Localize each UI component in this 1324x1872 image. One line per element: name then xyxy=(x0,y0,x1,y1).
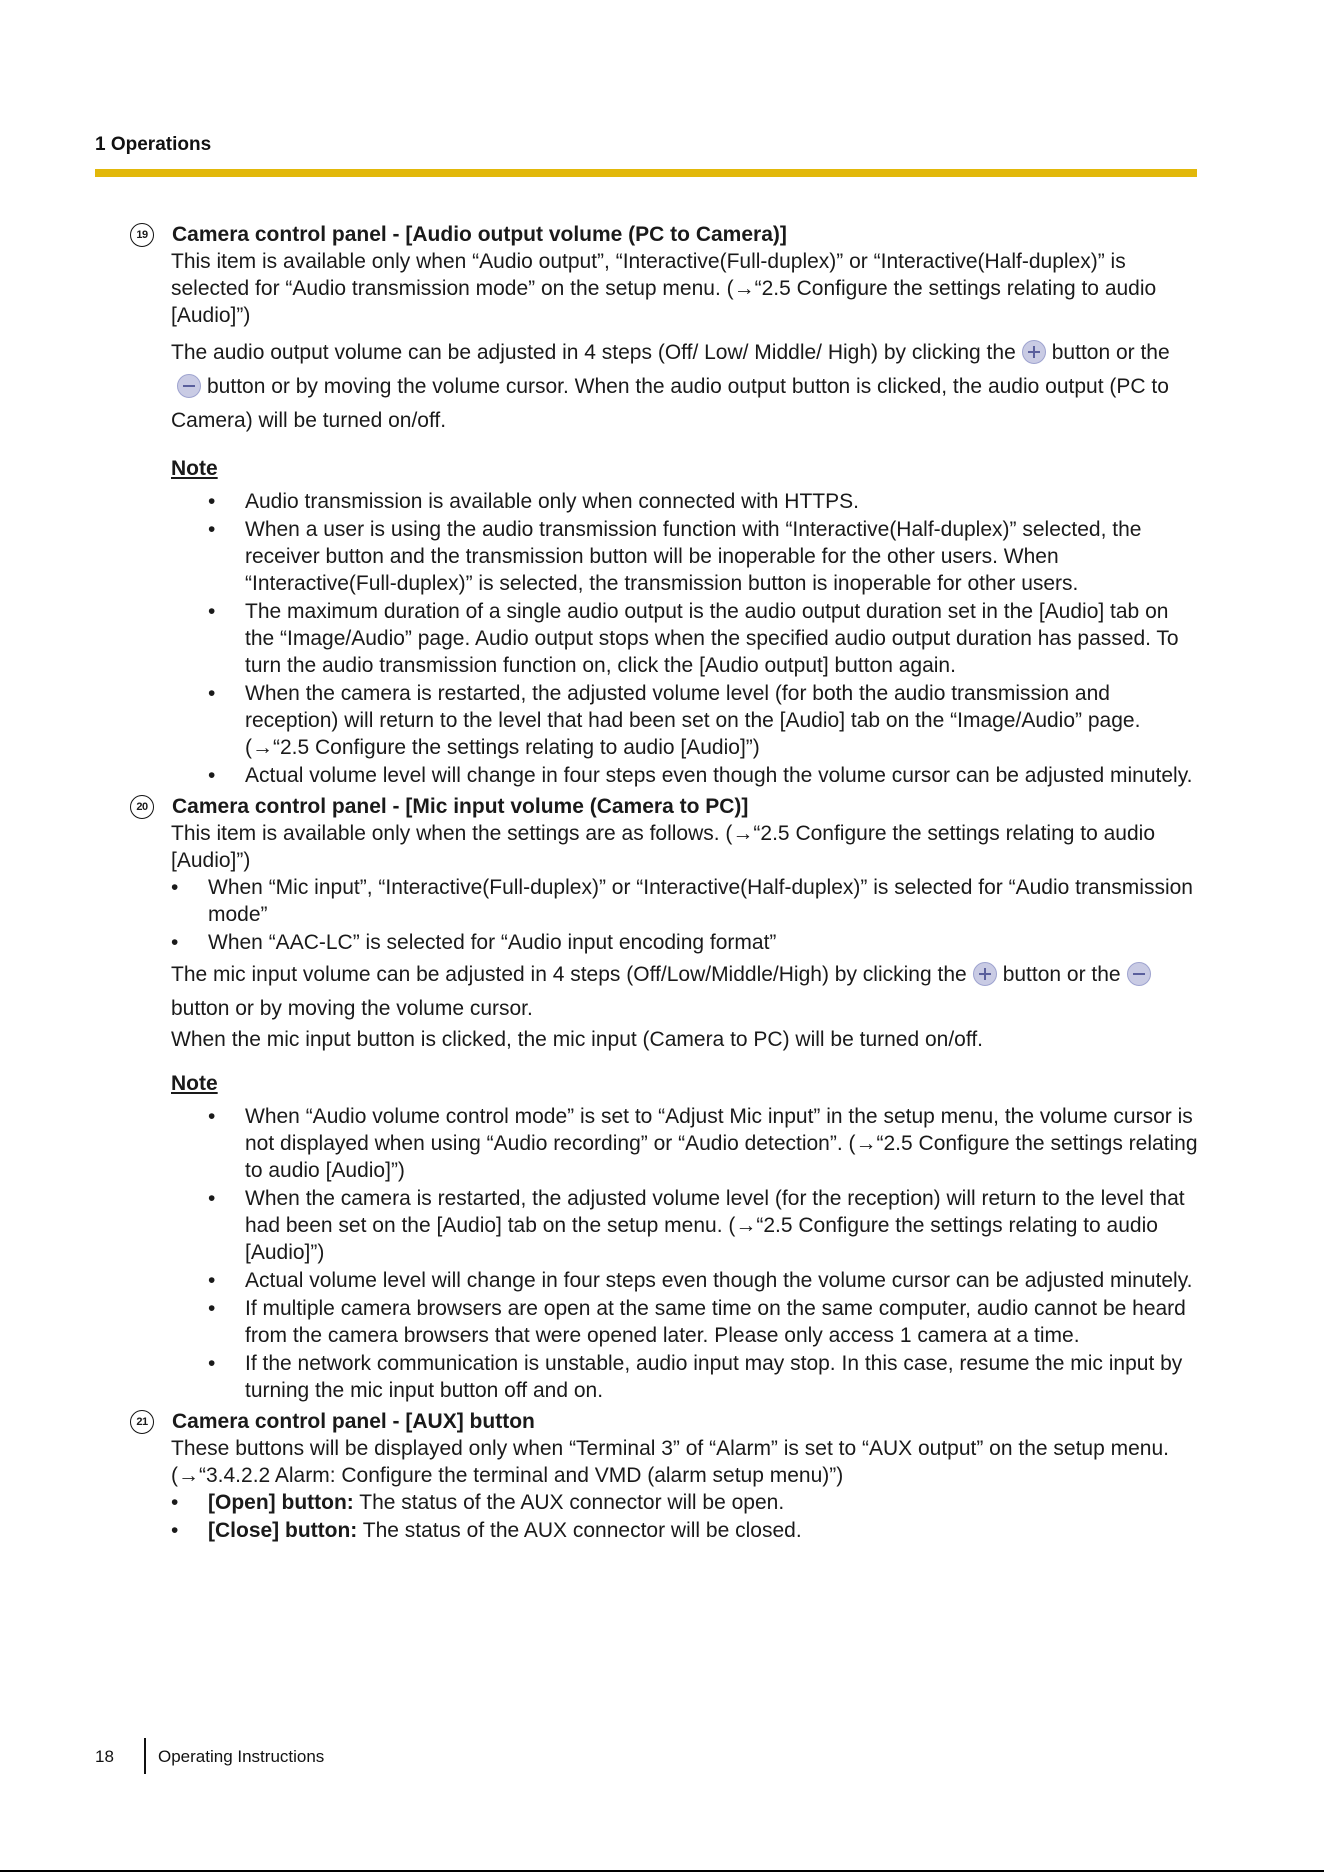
text: button or by moving the volume cursor. When the audio output button is clicked, the audio output (PC to Camera) will be turned on/off. xyxy=(171,375,1169,432)
circled-number: 21 xyxy=(130,1410,154,1434)
footer-divider xyxy=(144,1738,146,1774)
paragraph: This item is available only when the settings are as follows. (→“2.5 Configure the settings relating to audio [Audio]”) xyxy=(171,822,1156,872)
paragraph xyxy=(171,958,1202,1026)
list-item: • When the camera is restarted, the adjusted volume level (for both the audio transmission and reception) will return to the level that had been set on the [Audio] tab on the “Image/Audio” page. (→“2.5 Configure the settings relating to audio [Audio]”) xyxy=(208,680,1202,761)
list-item: • When “Audio volume control mode” is set to “Adjust Mic input” in the setup menu, the volume cursor is not displayed when using “Audio recording” or “Audio detection”. (→“2.5 Configure the settings relating to audio [Audio]”) xyxy=(208,1103,1202,1184)
plus-circle-icon xyxy=(973,962,997,986)
list-item: • Actual volume level will change in four steps even though the volume cursor can be adjusted minutely. xyxy=(208,762,1202,789)
text: The mic input volume can be adjusted in 4 steps (Off/Low/Middle/High) by clicking the xyxy=(171,963,967,986)
paragraph xyxy=(171,336,1202,438)
page-number: 18 xyxy=(95,1747,114,1766)
section-body xyxy=(171,248,1202,789)
section-heading xyxy=(130,221,1202,248)
section-title: Camera control panel - [Mic input volume (Camera to PC)] xyxy=(172,795,749,818)
plus-circle-icon xyxy=(1022,340,1046,364)
section-21 xyxy=(130,1408,1202,1544)
paragraph: When the mic input button is clicked, the mic input (Camera to PC) will be turned on/off. xyxy=(171,1028,983,1051)
minus-circle-icon xyxy=(1127,962,1151,986)
paragraph: This item is available only when “Audio output”, “Interactive(Full-duplex)” or “Interactive(Half-duplex)” is selected for “Audio transmission mode” on the setup menu. (→“2.5 Configure the settings relating to audio [Audio]”) xyxy=(171,250,1157,327)
note-list xyxy=(208,1103,1202,1404)
text: button or by moving the volume cursor. xyxy=(171,997,533,1020)
term: [Open] button: xyxy=(208,1491,354,1514)
list-item: • The maximum duration of a single audio output is the audio output duration set in the [Audio] tab on the “Image/Audio” page. Audio output stops when the specified audio output duration has passed. To turn the audio transmission function on, click the [Audio output] button again. xyxy=(208,598,1202,679)
chapter-heading: 1 Operations xyxy=(95,134,212,155)
section-19 xyxy=(130,221,1202,789)
list-item xyxy=(171,1517,1202,1544)
circled-number: 19 xyxy=(130,223,154,247)
footer-title: Operating Instructions xyxy=(158,1747,325,1766)
header-rule xyxy=(95,169,1197,177)
list-item: • When “AAC-LC” is selected for “Audio input encoding format” xyxy=(171,929,1202,956)
text: The audio output volume can be adjusted in 4 steps (Off/ Low/ Middle/ High) by clicking the xyxy=(171,341,1016,364)
description: The status of the AUX connector will be closed. xyxy=(357,1519,802,1542)
list-item: • When a user is using the audio transmission function with “Interactive(Half-duplex)” selected, the receiver button and the transmission button will be inoperable for the other users. When “Interactive(Full-duplex)” is selected, the transmission button is inoperable for other users. xyxy=(208,516,1202,597)
paragraph: These buttons will be displayed only when “Terminal 3” of “Alarm” is set to “AUX output” on the setup menu. (→“3.4.2.2 Alarm: Configure the terminal and VMD (alarm setup menu)”) xyxy=(171,1437,1169,1487)
condition-list xyxy=(171,874,1202,956)
page-content xyxy=(130,221,1202,1545)
section-body xyxy=(171,1435,1202,1544)
text: button or the xyxy=(1002,963,1121,986)
note-label: Note xyxy=(171,457,218,480)
note-list xyxy=(208,488,1202,789)
circled-number: 20 xyxy=(130,795,154,819)
note-label: Note xyxy=(171,1072,218,1095)
description: The status of the AUX connector will be open. xyxy=(353,1491,785,1514)
list-item: • Actual volume level will change in four steps even though the volume cursor can be adjusted minutely. xyxy=(208,1267,1202,1294)
list-item: • If multiple camera browsers are open at the same time on the same computer, audio cannot be heard from the camera browsers that were opened later. Please only access 1 camera at a time. xyxy=(208,1295,1202,1349)
minus-circle-icon xyxy=(177,374,201,398)
text: button or the xyxy=(1051,341,1170,364)
section-20 xyxy=(130,793,1202,1404)
section-title: Camera control panel - [Audio output volume (PC to Camera)] xyxy=(172,223,787,246)
section-body xyxy=(171,820,1202,1404)
button-list xyxy=(171,1489,1202,1544)
section-heading xyxy=(130,1408,1202,1435)
section-title: Camera control panel - [AUX] button xyxy=(172,1410,535,1433)
list-item: • Audio transmission is available only when connected with HTTPS. xyxy=(208,488,1202,515)
list-item: • When “Mic input”, “Interactive(Full-duplex)” or “Interactive(Half-duplex)” is selected for “Audio transmission mode” xyxy=(171,874,1202,928)
section-heading xyxy=(130,793,1202,820)
list-item: • If the network communication is unstable, audio input may stop. In this case, resume the mic input by turning the mic input button off and on. xyxy=(208,1350,1202,1404)
list-item: • When the camera is restarted, the adjusted volume level (for the reception) will return to the level that had been set on the [Audio] tab on the setup menu. (→“2.5 Configure the settings relating to audio [Audio]”) xyxy=(208,1185,1202,1266)
list-item xyxy=(171,1489,1202,1516)
term: [Close] button: xyxy=(208,1519,358,1542)
